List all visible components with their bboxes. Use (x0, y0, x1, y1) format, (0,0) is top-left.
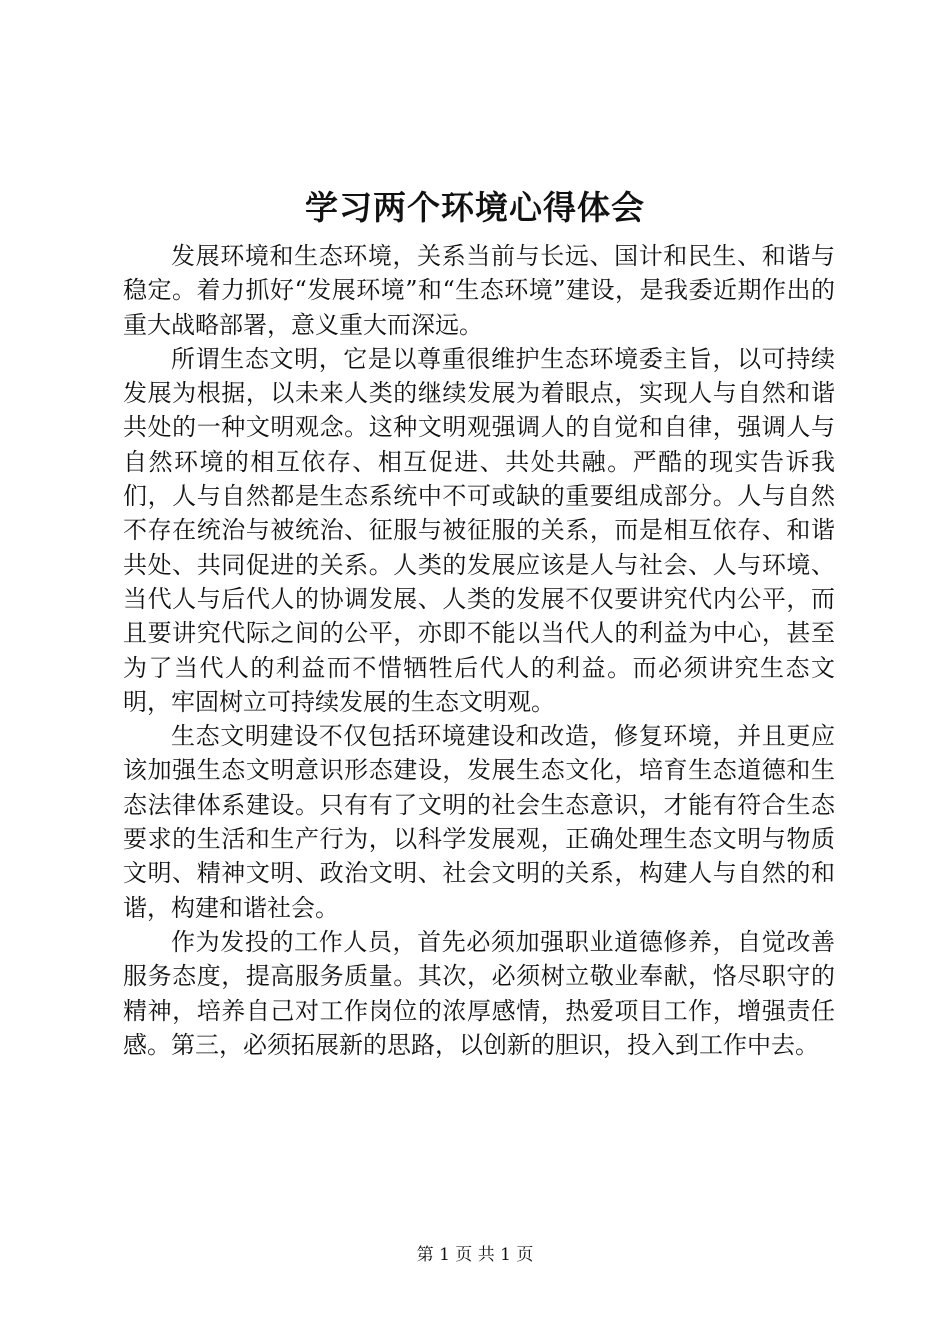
page-number-footer: 第 1 页 共 1 页 (416, 1245, 534, 1265)
paragraph-1: 发展环境和生态环境，关系当前与长远、国计和民生、和谐与稳定。着力抓好“发展环境”和“生态环境”建设，是我委近期作出的重大战略部署，意义重大而深远。 (123, 242, 835, 339)
paragraph-4: 作为发投的工作人员，首先必须加强职业道德修养，自觉改善服务态度，提高服务质量。其次，必须树立敬业奉献，恪尽职守的精神，培养自己对工作岗位的浓厚感情，热爱项目工作，增强责任感。第三，必须拓展新的思路，以创新的胆识，投入到工作中去。 (123, 927, 835, 1059)
paragraph-3: 生态文明建设不仅包括环境建设和改造，修复环境，并且更应该加强生态文明意识形态建设，发展生态文化，培育生态道德和生态法律体系建设。只有有了文明的社会生态意识，才能有符合生态要求的生活和生产行为，以科学发展观，正确处理生态文明与物质文明、精神文明、政治文明、社会文明的关系，构建人与自然的和谐，构建和谐社会。 (123, 722, 835, 922)
document-title: 学习两个环境心得体会 (305, 188, 645, 227)
paragraph-2: 所谓生态文明，它是以尊重很维护生态环境委主旨，以可持续发展为根据，以未来人类的继续发展为着眼点，实现人与自然和谐共处的一种文明观念。这种文明观强调人的自觉和自律，强调人与自然环境的相互依存、相互促进、共处共融。严酷的现实告诉我们，人与自然都是生态系统中不可或缺的重要组成部分。人与自然不存在统治与被统治、征服与被征服的关系，而是相互依存、和谐共处、共同促进的关系。人类的发展应该是人与社会、人与环境、当代人与后代人的协调发展、人类的发展不仅要讲究代内公平，而且要讲究代际之间的公平，亦即不能以当代人的利益为中心，甚至为了当代人的利益而不惜牺牲后代人的利益。而必须讲究生态文明，牢固树立可持续发展的生态文明观。 (123, 344, 835, 716)
document-body (123, 239, 835, 1062)
